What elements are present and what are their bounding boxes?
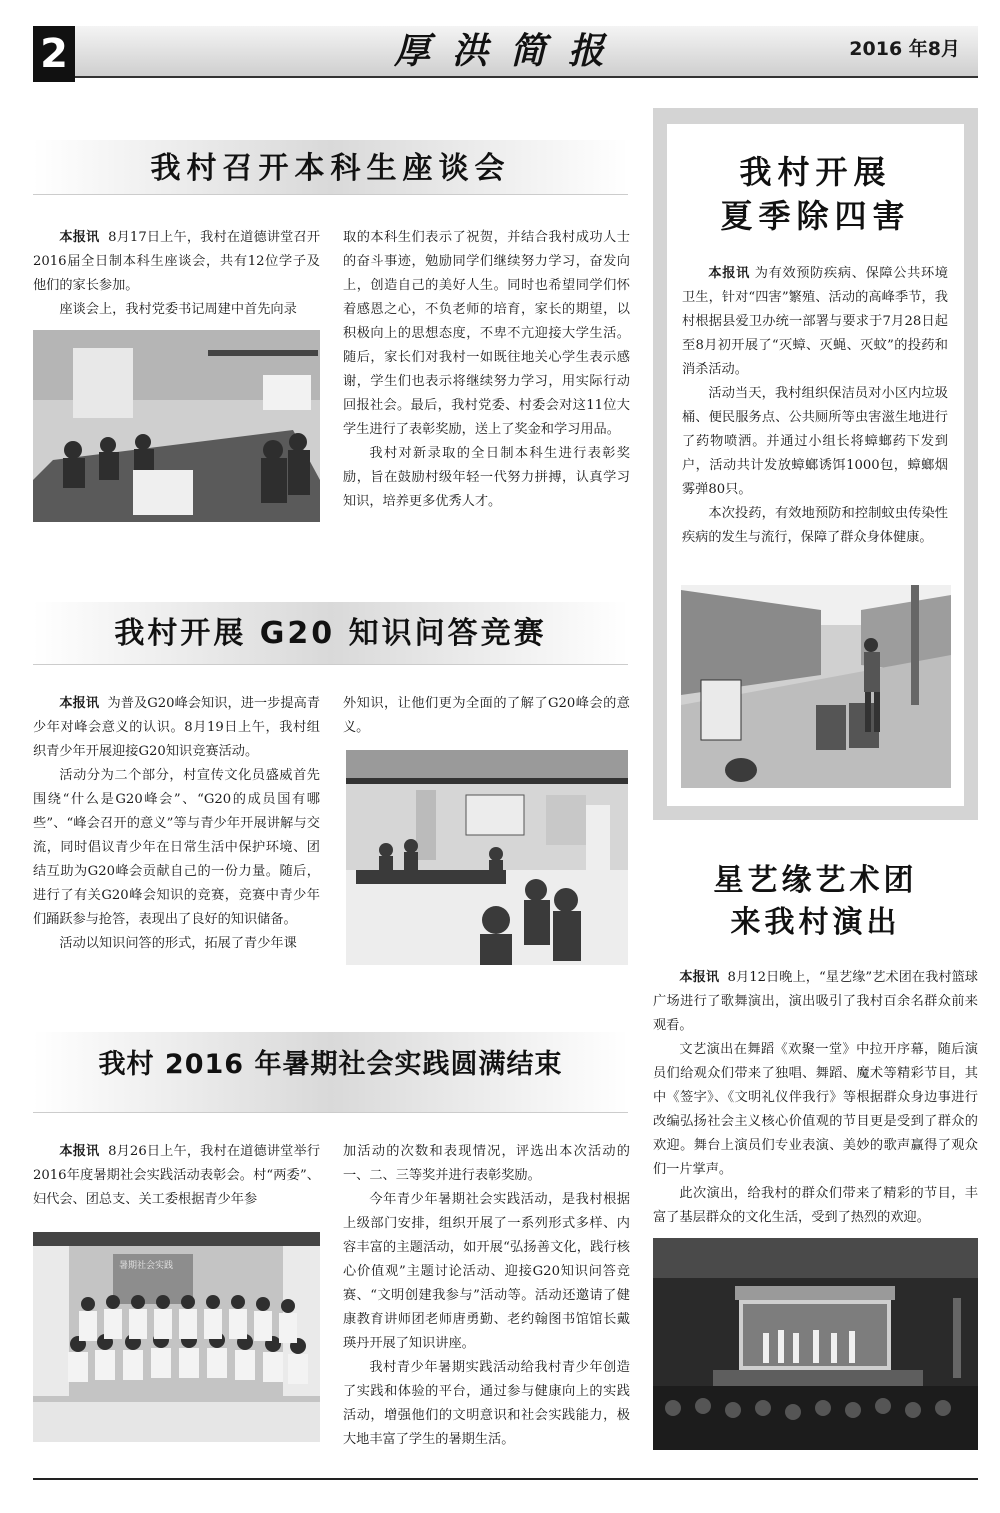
lead-label: 本报讯 — [59, 230, 100, 245]
quiz-photo — [346, 750, 628, 965]
paragraph: 为有效预防疾病、保障公共环境卫生，针对“四害”繁殖、活动的高峰季节，我村根据县爱卫办统一部署与要求于7月28日起至8月初开展了“灭蟑、灭蝇、灭蚊”的投药和消杀活动。 — [682, 266, 948, 377]
paragraph: 此次演出，给我村的群众们带来了精彩的节目，丰富了基层群众的文化生活，受到了热烈的欢迎。 — [653, 1186, 978, 1225]
meeting-photo — [33, 330, 320, 522]
article-4-title — [667, 150, 964, 238]
paragraph: 为普及G20峰会知识，进一步提高青少年对峰会意义的认识。8月19日上午，我村组织青少年开展迎接G20知识竞赛活动。 — [33, 696, 321, 759]
paragraph: 活动当天，我村组织保洁员对小区内垃圾桶、便民服务点、公共厕所等虫害滋生地进行了药物喷洒。并通过小组长将蟑螂药下发到户，活动共计发放蟑螂诱饵1000包，蟑螂烟雾弹80只。 — [682, 386, 948, 497]
title-line: 我村开展 — [739, 153, 892, 191]
title-line: 来我村演出 — [730, 905, 901, 940]
bottom-rule — [33, 1478, 978, 1480]
article-2-title: 我村开展 G20 知识问答竞赛 — [114, 616, 547, 651]
article-3-col-2 — [343, 1140, 630, 1452]
performance-photo — [653, 1238, 978, 1450]
paragraph: 取的本科生们表示了祝贺，并结合我村成功人士的奋斗事迹，勉励同学们继续努力学习，奋发向上，创造自己的美好人生。同时也希望同学们怀着感恩之心，不负老师的培育，家长的期望，以积极向上的思想态度，不卑不亢迎接大学生活。随后，家长们对我村一如既往地关心学生表示感谢，学生们也表示将继续努力学习，用实际行动回报社会。最后，我村党委、村委会对这11位大学生进行了表彰奖励，送上了奖金和学习用品。 — [343, 230, 630, 437]
title-line: 星艺缘艺术团 — [713, 863, 918, 898]
title-line: 夏季除四害 — [720, 197, 911, 235]
article-1-col-1 — [33, 226, 320, 322]
paragraph: 本次投药，有效地预防和控制蚊虫传染性疾病的发生与流行，保障了群众身体健康。 — [682, 506, 948, 545]
slide-title: 暑期社会实践 — [119, 1261, 174, 1271]
article-5-body — [653, 966, 978, 1230]
lead-label: 本报讯 — [59, 1144, 100, 1159]
paragraph: 8月17日上午，我村在道德讲堂召开2016届全日制本科生座谈会，共有12位学子及他们的家长参加。 — [33, 230, 321, 293]
paragraph: 8月26日上午，我村在道德讲堂举行2016年度暑期社会实践活动表彰会。村“两委”、妇代会、团总支、关工委根据青少年参 — [33, 1144, 321, 1207]
article-1-title: 我村召开本科生座谈会 — [150, 151, 511, 186]
paragraph: 今年青少年暑期社会实践活动，是我村根据上级部门安排，组织开展了一系列形式多样、内容丰富的主题活动，如开展“弘扬善文化，践行核心价值观”主题讨论活动、迎接G20知识问答竞赛、“文明创建我参与”活动等。活动还邀请了健康教育讲师团老师唐勇勤、老约翰图书馆馆长戴瑛丹开展了知识讲座。 — [343, 1192, 630, 1351]
paragraph: 外知识，让他们更为全面的了解了G20峰会的意义。 — [343, 696, 630, 735]
paragraph: 我村青少年暑期实践活动给我村青少年创造了实践和体验的平台，通过参与健康向上的实践活动，增强他们的文明意识和社会实践能力，极大地丰富了学生的暑期生活。 — [343, 1360, 630, 1447]
pest-control-photo — [681, 585, 951, 788]
paragraph: 8月12日晚上，“星艺缘”艺术团在我村篮球广场进行了歌舞演出，演出吸引了我村百余名群众前来观看。 — [653, 970, 978, 1033]
lead-label: 本报讯 — [679, 970, 720, 985]
article-4-body — [682, 262, 948, 550]
lead-label: 本报讯 — [708, 266, 750, 281]
page-number: 2 — [33, 26, 75, 82]
paragraph: 活动分为二个部分，村宣传文化员盛威首先围绕“什么是G20峰会”、“G20的成员国有哪些”、“峰会召开的意义”等与青少年开展讲解与交流，同时倡议青少年在日常生活中保护环境、团结互助为G20峰会贡献自己的一份力量。随后，进行了有关G20峰会知识的竞赛，竞赛中青少年们踊跃参与抢答，表现出了良好的知识储备。 — [33, 768, 320, 927]
issue-date: 2016 年8月 — [849, 38, 960, 60]
article-2-col-1 — [33, 692, 320, 956]
paragraph: 文艺演出在舞蹈《欢聚一堂》中拉开序幕，随后演员们给观众们带来了独唱、舞蹈、魔术等精彩节目，其中《签字》、《文明礼仪伴我行》等根据群众身边事进行改编弘扬社会主义核心价值观的节目更是受到了群众的欢迎。舞台上演员们专业表演、美妙的歌声赢得了观众们一片掌声。 — [653, 1042, 978, 1177]
paper-name: 厚洪简报 — [393, 30, 626, 72]
group-photo — [33, 1232, 320, 1442]
article-2-col-2 — [343, 692, 630, 740]
article-3-title: 我村 2016 年暑期社会实践圆满结束 — [98, 1049, 563, 1080]
paragraph: 加活动的次数和表现情况，评选出本次活动的一、二、三等奖并进行表彰奖励。 — [343, 1144, 630, 1183]
article-5-title — [653, 860, 978, 944]
lead-label: 本报讯 — [59, 696, 100, 711]
paragraph: 座谈会上，我村党委书记周建中首先向录 — [59, 302, 297, 317]
article-3-col-1 — [33, 1140, 320, 1212]
paragraph: 我村对新录取的全日制本科生进行表彰奖励，旨在鼓励村级年轻一代努力拼搏，认真学习知识，培养更多优秀人才。 — [343, 446, 630, 509]
paragraph: 活动以知识问答的形式，拓展了青少年课 — [59, 936, 297, 951]
article-1-col-2 — [343, 226, 630, 514]
